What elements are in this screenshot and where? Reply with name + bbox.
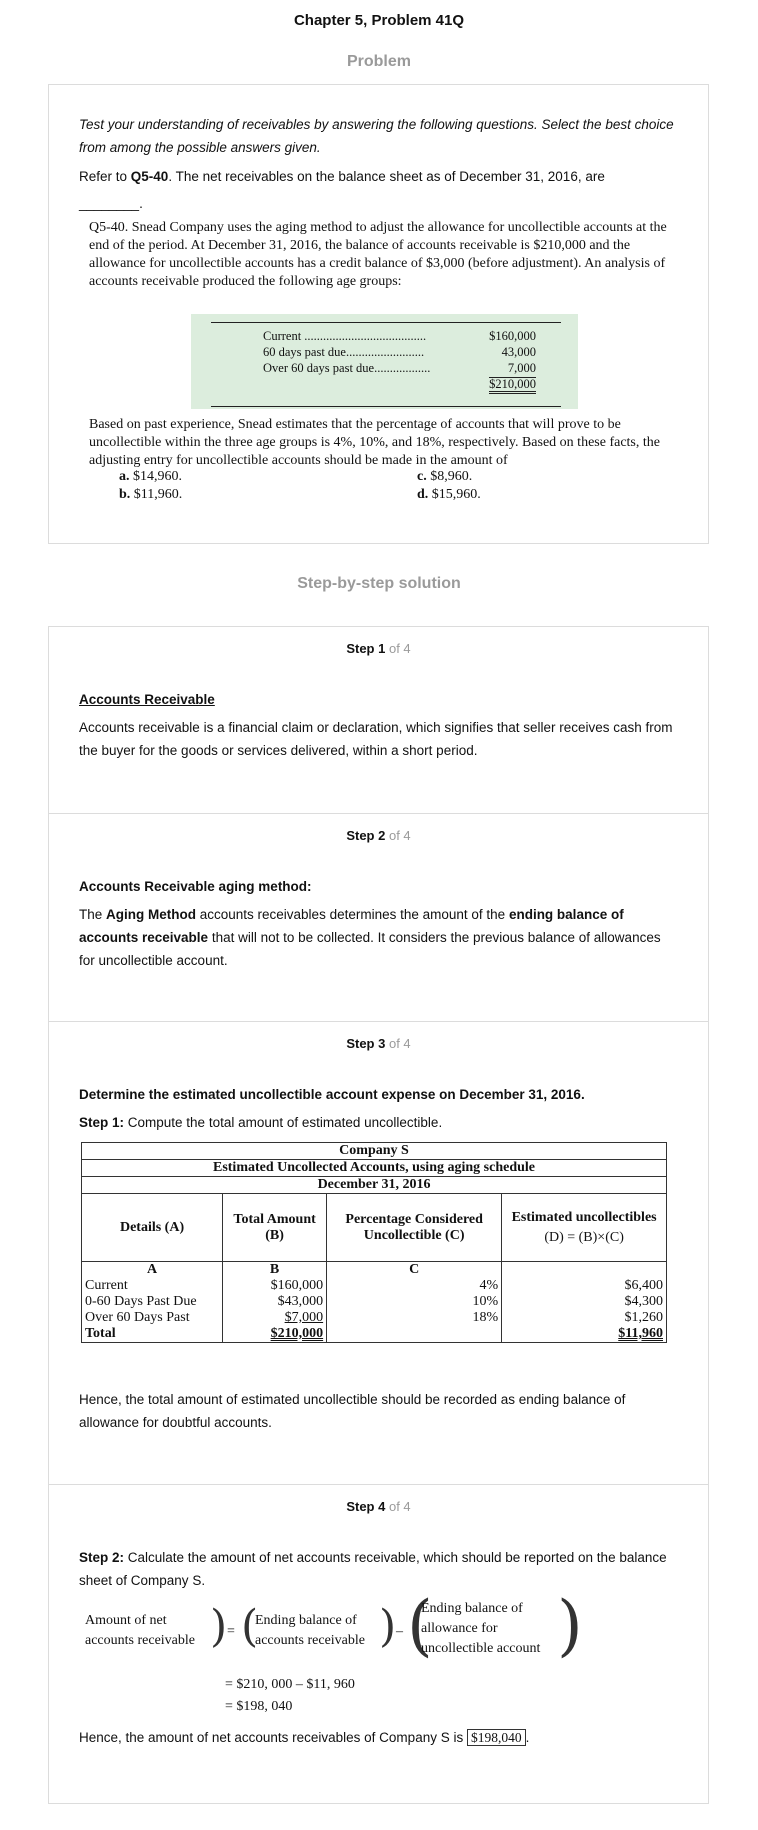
- step-answer: Hence, the amount of net accounts receivables of Company S is $198,040 .: [79, 1730, 530, 1745]
- step-label: Step 1 of 4: [346, 641, 411, 656]
- problem-refer: Refer to Q5-40. The net receivables on the balance sheet as of December 31, 2016, are: [79, 169, 605, 184]
- aging-table: Current ....................................... $160,000 60 days past due......................... 43,000 Over 60 days past due.................. 7,000 $210,000: [191, 314, 578, 409]
- eq-term-1: Ending balance of accounts receivable: [255, 1613, 365, 1648]
- formula: (D) = (B)×(C): [544, 1229, 624, 1245]
- step-body: The Aging Method accounts receivables determines the amount of the ending balance of accounts receivable that will not to be collected. It considers the previous balance of allowances for uncollectible account.: [79, 907, 661, 968]
- col-letter: C: [327, 1262, 502, 1279]
- step-heading: Accounts Receivable: [79, 692, 215, 707]
- col-header: Total Amount (B): [223, 1194, 327, 1262]
- step-label: Step 4 of 4: [346, 1499, 411, 1514]
- paren-close: ): [379, 1601, 397, 1652]
- col-header: Percentage Considered Uncollectible (C): [327, 1194, 502, 1262]
- step-heading: Accounts Receivable aging method:: [79, 879, 312, 894]
- estimate-text: Based on past experience, Snead estimates that the percentage of accounts that will prove to be uncollectible within the three age groups is 4%, 10%, and 18%, respectively. Based on these facts, the adjusting entry for uncollectible accounts should be made in the amount of: [89, 417, 660, 468]
- problem-intro: Test your understanding of receivables by answering the following questions. Select the best choice from among the possible answers given.: [79, 117, 674, 155]
- answer-blank: ________.: [79, 196, 143, 211]
- eq-sign: =: [227, 1624, 235, 1639]
- paren-close: ): [557, 1587, 583, 1664]
- step-1-card: [48, 626, 709, 813]
- step-4-card: [48, 1484, 709, 1804]
- choice-d: d. $15,960.: [417, 487, 481, 502]
- step-conclusion: Hence, the total amount of estimated uncollectible should be recorded as ending balance of allowance for doubtful accounts.: [79, 1392, 626, 1430]
- table-date: December 31, 2016: [82, 1177, 667, 1194]
- step-label: Step 2 of 4: [346, 828, 411, 843]
- table-total-row: Total $210,000 $11,960: [82, 1326, 667, 1343]
- step-3-card: [48, 1021, 709, 1484]
- col-header: Details (A): [82, 1194, 223, 1262]
- col-letter: A: [82, 1262, 223, 1279]
- table-subtitle: Estimated Uncollected Accounts, using aging schedule: [82, 1160, 667, 1177]
- divider: [211, 322, 561, 323]
- table-title: Company S: [82, 1143, 667, 1160]
- eq-lhs: Amount of net accounts receivable: [85, 1613, 195, 1648]
- divider: [211, 406, 561, 407]
- sub-step: Step 1: Compute the total amount of estimated uncollectible.: [79, 1115, 443, 1130]
- step-2-card: [48, 813, 709, 1021]
- table-row: Over 60 Days Past $7,000 18% $1,260: [82, 1310, 667, 1326]
- paren-open: (: [407, 1587, 433, 1664]
- choice-a: a. $14,960.: [119, 469, 182, 484]
- eq-term-2: Ending balance of allowance for uncollectible account: [421, 1601, 541, 1656]
- problem-heading: Problem: [346, 53, 411, 70]
- eq-line-2: = $198, 040: [225, 1699, 293, 1714]
- eq-minus: –: [396, 1624, 403, 1639]
- question-reference: Q5-40: [130, 169, 169, 184]
- step-label: Step 3 of 4: [346, 1036, 411, 1051]
- page-title: Chapter 5, Problem 41Q: [293, 12, 465, 29]
- col-letter: B: [223, 1262, 327, 1279]
- table-row: 0-60 Days Past Due $43,000 10% $4,300: [82, 1294, 667, 1310]
- table-row: Current $160,000 4% $6,400: [82, 1278, 667, 1294]
- eq-line-1: = $210, 000 – $11, 960: [225, 1677, 355, 1692]
- solution-heading: Step-by-step solution: [297, 575, 461, 592]
- answer-box: $198,040: [467, 1729, 526, 1746]
- sub-step: Step 2: Calculate the amount of net accounts receivable, which should be reported on the balance sheet of Company S.: [79, 1550, 667, 1588]
- col-header: Estimated uncollectibles (D) = (B)×(C): [502, 1194, 667, 1262]
- paren-close: ): [210, 1601, 228, 1652]
- paren-open: (: [241, 1601, 259, 1652]
- step-body: Accounts receivable is a financial claim or declaration, which signifies that seller receives cash from the buyer for the goods or services delivered, within a short period.: [79, 720, 673, 758]
- col-letter: [502, 1262, 667, 1279]
- question-text: Q5-40. Snead Company uses the aging method to adjust the allowance for uncollectible accounts at the end of the period. At December 31, 2016, the balance of accounts receivable is $210,000 and the allowance for uncollectible accounts has a credit balance of $3,000 (before adjustment). An analysis of accounts receivable produced the following age groups:: [89, 220, 667, 289]
- choice-b: b. $11,960.: [119, 487, 183, 502]
- choice-c: c. $8,960.: [417, 469, 473, 484]
- estimate-table: [81, 1142, 667, 1343]
- problem-card: [48, 84, 709, 544]
- step-heading: Determine the estimated uncollectible account expense on December 31, 2016.: [79, 1087, 585, 1102]
